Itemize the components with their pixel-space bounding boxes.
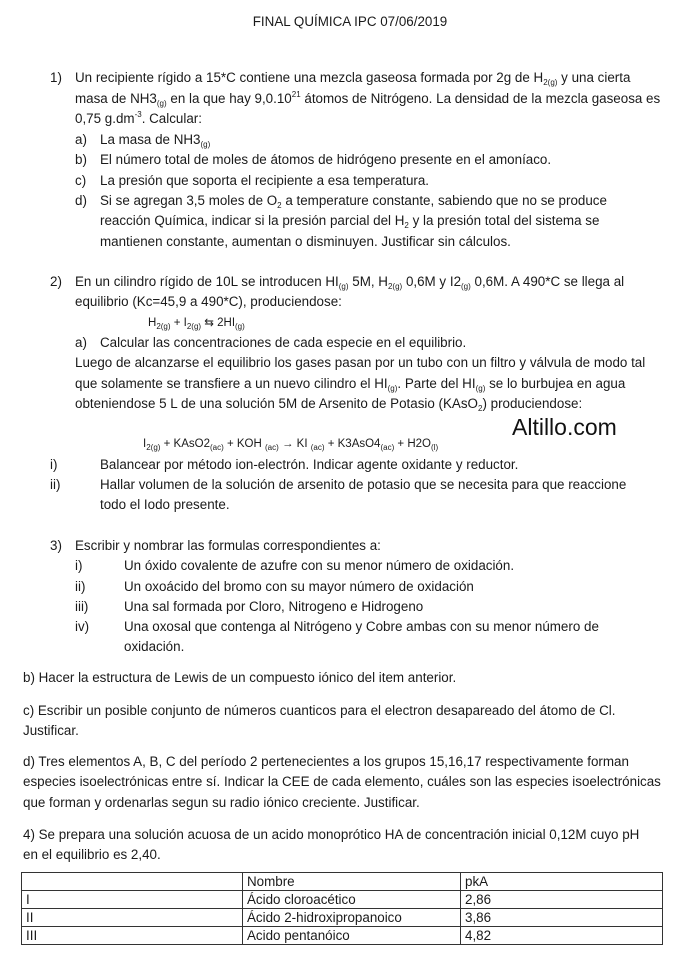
table-header-row xyxy=(22,873,663,891)
q2-number: 2) xyxy=(50,274,62,289)
q3-item-marker: iv) xyxy=(75,619,90,634)
q2-paragraph: que solamente se transfiere a un nuevo cilindro el $HI_{(g)}$. Parte del $HI_{(g)}$ se lo burbujea en agua xyxy=(75,376,626,393)
q2-redox-equation: $I_{2(g)}$ + $KAsO2_{(ac)}$ + KOH $_{(ac)}$ → KI $_{(ac)} + K3AsO4_{(ac)} + H2O_{(l)}$ xyxy=(143,438,439,452)
q3-item-ii: Un oxoácido del bromo con su mayor número de oxidación xyxy=(124,579,474,594)
q1-number: 1) xyxy=(50,70,62,85)
part-d: que forman y ordenarlas segun su radio iónico creciente. Justificar. xyxy=(23,795,420,810)
table-header: pkA xyxy=(461,873,663,891)
q1-line: 0,75 $g.dm^{-3}$. Calcular: xyxy=(75,110,202,126)
q3-item-marker: iii) xyxy=(75,599,89,614)
q2-item-marker: a) xyxy=(75,335,87,350)
table-cell: 3,86 xyxy=(461,909,663,927)
q3-item-iii: Una sal formada por Cloro, Nitrogeno e Hidrogeno xyxy=(124,599,424,614)
q1-item-marker: c) xyxy=(75,173,87,188)
part-b: b) Hacer la estructura de Lewis de un compuesto iónico del item anterior. xyxy=(23,670,457,685)
q4-line: en el equilibrio es 2,40. xyxy=(23,847,161,862)
table-row xyxy=(22,909,663,927)
q3-item-marker: ii) xyxy=(75,579,86,594)
table-header xyxy=(22,873,243,891)
q2-line: equilibrio (Kc=45,9 a 490*C), produciendose: xyxy=(75,294,342,309)
page-title: FINAL QUÍMICA IPC 07/06/2019 xyxy=(252,14,448,29)
q2-item-ii: Hallar volumen de la solución de arsenito de potasio que se necesita para que reaccione xyxy=(100,477,627,492)
q3-item-i: Un óxido covalente de azufre con su menor número de oxidación. xyxy=(124,558,515,573)
q2-item-marker: ii) xyxy=(50,477,61,492)
q3-intro: Escribir y nombrar las formulas correspondientes a: xyxy=(75,538,381,553)
part-c: Justificar. xyxy=(23,723,79,738)
q2-paragraph: Luego de alcanzarse el equilibrio los gases pasan por un tubo con un filtro y válvula de modo tal xyxy=(75,355,646,370)
q2-item-i: Balancear por método ion-electrón. Indicar agente oxidante y reductor. xyxy=(100,457,519,472)
table-cell: I xyxy=(22,891,243,909)
table-cell: 4,82 xyxy=(461,927,663,945)
table-cell: II xyxy=(22,909,243,927)
q1-item-b: El número total de moles de átomos de hidrógeno presente en el amoníaco. xyxy=(100,152,552,167)
table-cell: III xyxy=(22,927,243,945)
q3-item-iv: Una oxosal que contenga al Nitrógeno y Cobre ambas con su menor número de xyxy=(124,619,599,634)
q2-item-a: Calcular las concentraciones de cada especie en el equilibrio. xyxy=(100,335,467,350)
q1-item-marker: b) xyxy=(75,152,87,167)
q1-item-d: Si se agregan 3,5 moles de $O_2$ a temperature constante, sabiendo que no se produce xyxy=(100,193,607,210)
acid-table xyxy=(21,872,663,945)
table-cell: 2,86 xyxy=(461,891,663,909)
part-c: c) Escribir un posible conjunto de números cuanticos para el electron desapareado del átomo de Cl. xyxy=(23,703,616,718)
table-cell: Ácido 2-hidroxipropanoico xyxy=(243,909,461,927)
q1-item-marker: a) xyxy=(75,132,87,147)
q2-equation: $H_{2(g)} + I_{2(g)}$ ⇆ $2HI_{(g)}$ xyxy=(148,317,245,331)
part-d: especies isoelectrónicas entre sí. Indicar la CEE de cada elemento, cuáles son las especies isoelectrónicas xyxy=(23,774,661,789)
watermark: Altillo.com xyxy=(512,414,617,440)
q2-item-marker: i) xyxy=(50,457,58,472)
q3-number: 3) xyxy=(50,538,62,553)
q4-line: 4) Se prepara una solución acuosa de un acido monoprótico HA de concentración inicial 0,12M cuyo pH xyxy=(23,827,640,842)
q3-item-iv: oxidación. xyxy=(124,639,185,654)
q1-item-d: mantienen constante, aumentan o disminuyen. Justificar sin cálculos. xyxy=(100,234,511,249)
q2-item-ii: todo el Iodo presente. xyxy=(100,497,230,512)
q1-item-d: reacción Química, indicar si la presión parcial del $H_2$ y la presión total del sistema se xyxy=(100,213,600,230)
table-cell: Ácido cloroacético xyxy=(243,891,461,909)
table-row xyxy=(22,927,663,945)
part-d: d) Tres elementos A, B, C del período 2 pertenecientes a los grupos 15,16,17 respectivamente forman xyxy=(23,754,629,769)
q2-line: En un cilindro rígido de 10L se introducen $HI_{(g)}$ 5M, $H_{2(g)}$ 0,6M y $I2_{(g)}$ 0,6M. A 490*C se llega al xyxy=(75,274,625,291)
table-cell: Acido pentanóico xyxy=(243,927,461,945)
q1-line: Un recipiente rígido a 15*C contiene una mezcla gaseosa formada por 2g de $H_{2(g)}$ y una cierta xyxy=(75,70,631,87)
q1-item-marker: d) xyxy=(75,193,87,208)
q1-item-c: La presión que soporta el recipiente a esa temperatura. xyxy=(100,173,430,188)
q3-item-marker: i) xyxy=(75,558,83,573)
q2-paragraph: obteniendose 5 L de una solución 5M de Arsenito de Potasio (KAsO$_2$) produciendose: xyxy=(75,396,583,413)
q1-line: masa de $NH3_{(g)}$ en la que hay 9,0.10$^{21}$ átomos de Nitrógeno. La densidad de la mezcla gaseosa es xyxy=(75,90,661,108)
q1-item-a: La masa de $NH3_{(g)}$ xyxy=(100,132,211,149)
table-row xyxy=(22,891,663,909)
table-header: Nombre xyxy=(243,873,461,891)
